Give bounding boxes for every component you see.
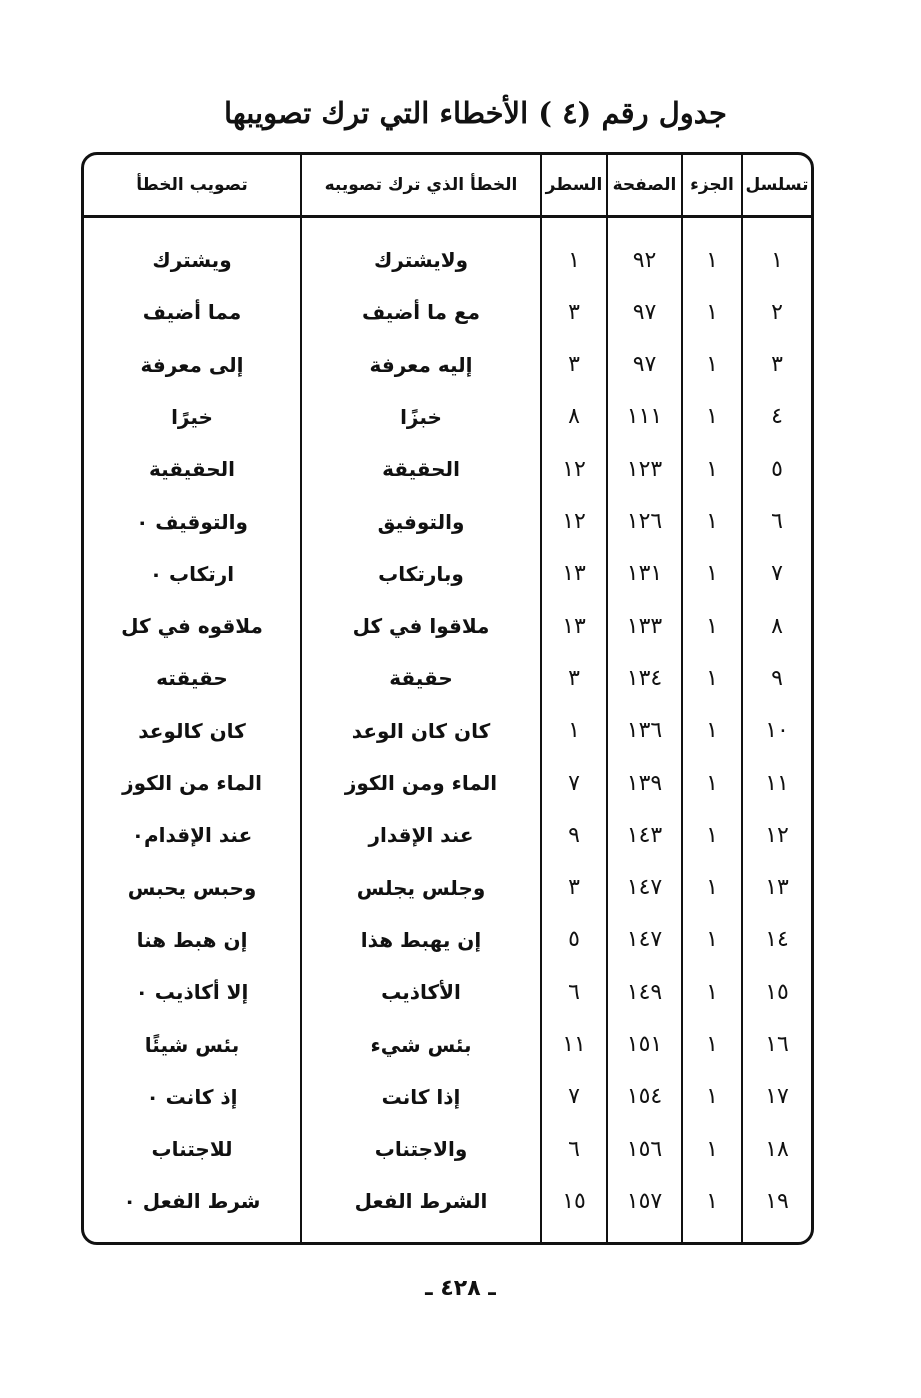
cell-part: ١ — [706, 1188, 718, 1214]
cell-error: إليه معرفة — [369, 352, 473, 377]
cell-part: ١ — [706, 404, 718, 430]
cell-part: ١ — [706, 1084, 718, 1110]
table-row — [84, 234, 811, 286]
cell-page: ١٣١ — [626, 561, 663, 587]
cell-page: ١٥١ — [626, 1032, 663, 1057]
cell-part: ١ — [706, 875, 718, 901]
cell-page: ٩٢ — [632, 247, 657, 273]
cell-serial: ٨ — [771, 613, 783, 639]
cell-error: الحقيقة — [382, 457, 460, 482]
cell-page: ١٣٦ — [626, 718, 663, 744]
table-row — [84, 966, 811, 1018]
table-row — [84, 1019, 811, 1071]
cell-part: ١ — [706, 1032, 718, 1057]
cell-error: وجلس يجلس — [356, 875, 486, 900]
cell-line: ١١ — [562, 1032, 586, 1057]
page-number: ـ ٤٢٨ ـ — [425, 1276, 496, 1301]
cell-error: عند الإقدار — [368, 823, 474, 848]
table-title: جدول رقم (٤ ) الأخطاء التي ترك تصويبها — [224, 96, 727, 130]
cell-line: ٦ — [568, 1136, 580, 1162]
cell-page: ١١١ — [626, 404, 663, 430]
cell-error: إذا كانت — [381, 1084, 461, 1109]
cell-line: ١٢ — [562, 509, 586, 534]
cell-part: ١ — [706, 509, 718, 534]
cell-correction: إذ كانت ٠ — [146, 1084, 238, 1109]
cell-error: خبزًا — [400, 404, 442, 429]
table-row — [84, 339, 811, 391]
table-row — [84, 1123, 811, 1175]
cell-part: ١ — [706, 665, 718, 691]
cell-part: ١ — [706, 822, 718, 848]
cell-serial: ١٠ — [765, 718, 789, 744]
cell-error: الشرط الفعل — [354, 1189, 488, 1214]
header-line: السطر — [545, 175, 603, 195]
cell-correction: إلى معرفة — [140, 352, 244, 377]
cell-serial: ٢ — [771, 299, 783, 325]
header-divider — [84, 215, 811, 218]
cell-part: ١ — [706, 979, 718, 1005]
cell-line: ٥ — [568, 927, 580, 953]
cell-correction: إن هبط هنا — [136, 927, 248, 952]
cell-serial: ١٤ — [765, 927, 789, 953]
cell-line: ٣ — [568, 665, 580, 691]
cell-part: ١ — [706, 247, 718, 273]
cell-serial: ١ — [771, 247, 783, 273]
cell-serial: ١٥ — [765, 979, 789, 1005]
cell-line: ٧ — [568, 770, 580, 796]
table-row — [84, 1175, 811, 1227]
table-row — [84, 809, 811, 861]
cell-page: ١٢٦ — [626, 509, 663, 534]
cell-correction: وحبس يحبس — [127, 875, 257, 900]
cell-error: الماء ومن الكوز — [344, 771, 498, 795]
cell-error: ملاقوا في كل — [352, 614, 490, 639]
cell-correction: ملاقوه في كل — [121, 614, 263, 639]
cell-part: ١ — [706, 718, 718, 744]
cell-serial: ٦ — [771, 509, 783, 534]
cell-serial: ١٩ — [765, 1188, 789, 1214]
table-row — [84, 443, 811, 495]
cell-correction: خيرًا — [171, 404, 213, 429]
cell-correction: ارتكاب ٠ — [149, 561, 235, 586]
cell-error: والتوفيق — [377, 509, 465, 534]
table-row — [84, 286, 811, 338]
cell-serial: ٤ — [771, 404, 783, 430]
cell-line: ٨ — [568, 404, 580, 430]
cell-line: ٧ — [568, 1084, 580, 1110]
cell-correction: شرط الفعل ٠ — [123, 1189, 261, 1214]
cell-part: ١ — [706, 352, 718, 378]
table-row — [84, 914, 811, 966]
cell-correction: كان كالوعد — [138, 718, 246, 743]
cell-line: ٦ — [568, 979, 580, 1005]
table-row — [84, 705, 811, 757]
cell-part: ١ — [706, 456, 718, 482]
cell-line: ٣ — [568, 875, 580, 901]
cell-line: ١٣ — [562, 613, 586, 639]
table-row — [84, 391, 811, 443]
table-row — [84, 652, 811, 704]
cell-correction: الماء من الكوز — [122, 771, 262, 795]
table-row — [84, 600, 811, 652]
cell-page: ١٤٧ — [626, 875, 663, 901]
cell-serial: ١٧ — [765, 1084, 789, 1110]
cell-part: ١ — [706, 927, 718, 953]
cell-line: ١ — [568, 718, 580, 744]
cell-error: بئس شيء — [370, 1032, 472, 1057]
header-page: الصفحة — [612, 175, 677, 195]
header-part: الجزء — [690, 175, 734, 195]
cell-error: حقيقة — [389, 666, 453, 691]
table-row — [84, 757, 811, 809]
cell-page: ١٤٧ — [626, 927, 663, 953]
cell-serial: ٥ — [771, 456, 783, 482]
cell-page: ١٥٧ — [626, 1188, 663, 1214]
cell-correction: الحقيقية — [148, 457, 236, 482]
header-correction: تصويب الخطأ — [136, 175, 248, 195]
cell-correction: بئس شيئًا — [144, 1032, 240, 1057]
cell-correction: حقيقته — [156, 666, 228, 691]
cell-page: ١٤٣ — [626, 822, 663, 848]
table-row — [84, 496, 811, 548]
cell-page: ٩٧ — [632, 299, 657, 325]
cell-line: ١٥ — [562, 1188, 586, 1214]
table-row — [84, 1071, 811, 1123]
cell-error: إن يهبط هذا — [360, 927, 482, 952]
cell-page: ١٣٤ — [626, 665, 663, 691]
cell-serial: ١٨ — [765, 1136, 789, 1162]
cell-serial: ١٦ — [765, 1032, 789, 1057]
cell-serial: ١٢ — [765, 822, 789, 848]
cell-correction: والتوقيف ٠ — [136, 509, 248, 534]
cell-serial: ١١ — [765, 770, 789, 796]
cell-line: ١ — [568, 247, 580, 273]
cell-correction: ويشترك — [152, 248, 232, 272]
cell-line: ١٢ — [562, 456, 586, 482]
cell-error: كان كان الوعد — [351, 718, 491, 743]
cell-part: ١ — [706, 613, 718, 639]
cell-part: ١ — [706, 561, 718, 587]
cell-part: ١ — [706, 1136, 718, 1162]
cell-serial: ٩ — [771, 665, 783, 691]
cell-correction: إلا أكاذيب ٠ — [135, 980, 249, 1005]
table-row — [84, 862, 811, 914]
cell-correction: عند الإقدام٠ — [131, 823, 253, 848]
header-error: الخطأ الذي ترك تصويبه — [324, 175, 518, 195]
cell-line: ٣ — [568, 299, 580, 325]
cell-page: ١٢٣ — [626, 456, 663, 482]
cell-page: ١٥٤ — [626, 1084, 663, 1110]
cell-part: ١ — [706, 299, 718, 325]
cell-part: ١ — [706, 770, 718, 796]
cell-error: الأكاذيب — [381, 980, 461, 1005]
cell-page: ٩٧ — [632, 352, 657, 378]
cell-error: والاجتناب — [374, 1137, 468, 1162]
cell-line: ٣ — [568, 352, 580, 378]
cell-page: ١٤٩ — [626, 979, 663, 1005]
cell-line: ١٣ — [562, 561, 586, 587]
cell-correction: مما أضيف — [142, 300, 242, 325]
cell-line: ٩ — [568, 822, 580, 848]
header-serial: تسلسل — [745, 175, 809, 195]
errors-table — [81, 152, 814, 1245]
cell-page: ١٥٦ — [626, 1136, 663, 1162]
cell-error: مع ما أضيف — [361, 300, 481, 325]
table-row — [84, 548, 811, 600]
cell-serial: ١٣ — [765, 875, 789, 901]
cell-page: ١٣٩ — [626, 770, 663, 796]
cell-serial: ٧ — [771, 561, 783, 587]
cell-serial: ٣ — [771, 352, 783, 378]
cell-error: ولايشترك — [373, 248, 469, 272]
cell-correction: للاجتناب — [151, 1137, 233, 1162]
cell-error: وبارتكاب — [378, 561, 464, 586]
cell-page: ١٣٣ — [626, 613, 663, 639]
